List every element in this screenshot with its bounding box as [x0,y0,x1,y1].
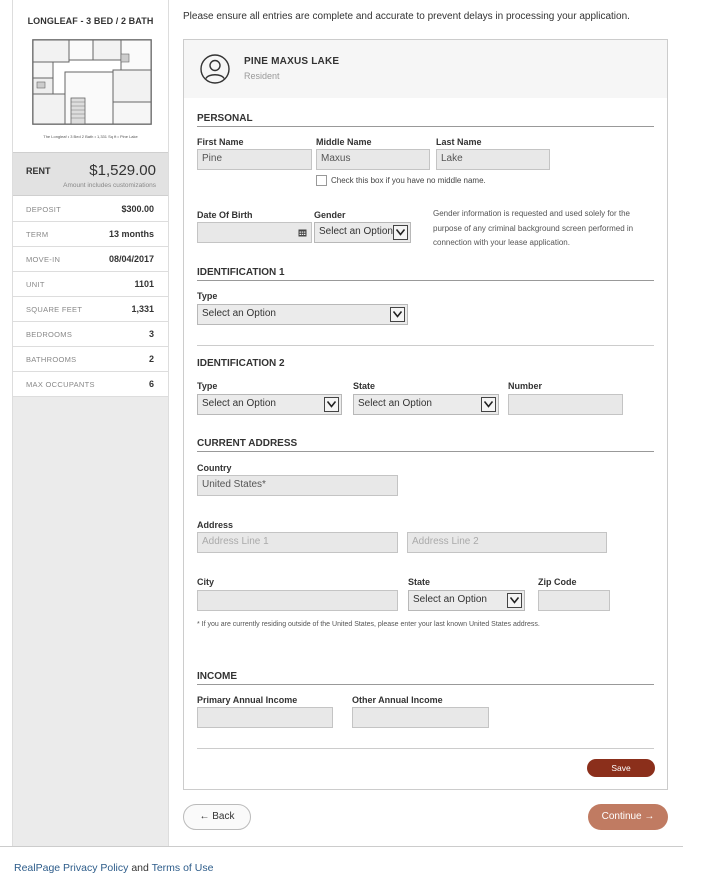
detail-label: TERM [26,230,49,239]
applicant-name: PINE MAXUS LAKE [244,56,340,67]
city-label: City [197,577,215,587]
rent-value: $1,529.00 [89,162,156,179]
last-name-input[interactable]: Lake [436,149,550,170]
rent-note: Amount includes customizations [63,182,156,189]
address-line-2-input[interactable]: Address Line 2 [407,532,607,553]
detail-row-max-occupants [13,372,168,397]
form-divider [197,748,654,749]
id2-number-input[interactable] [508,394,623,415]
section-divider [197,280,654,281]
gender-label: Gender [314,210,346,220]
section-title-identification-1: IDENTIFICATION 1 [197,267,285,278]
id2-state-label: State [353,381,376,391]
no-middle-name-label: Check this box if you have no middle name. [331,176,486,185]
section-title-income: INCOME [197,671,237,682]
first-name-input[interactable]: Pine [197,149,312,170]
id2-type-select[interactable] [197,394,342,415]
detail-row-bedrooms [13,322,168,347]
dob-label: Date Of Birth [197,210,253,220]
detail-value: 1,331 [131,304,154,314]
primary-income-label: Primary Annual Income [197,695,298,705]
id1-type-label: Type [197,291,218,301]
detail-row-unit [13,272,168,297]
unit-summary-sidebar [12,0,169,846]
id1-type-select[interactable] [197,304,408,325]
middle-name-label: Middle Name [316,137,372,147]
chevron-down-icon [507,593,522,608]
gender-select[interactable] [314,222,411,243]
detail-value: $300.00 [121,204,154,214]
section-divider [197,451,654,452]
last-name-label: Last Name [436,137,482,147]
detail-label: DEPOSIT [26,205,62,214]
detail-value: 6 [148,379,154,389]
address-footnote: * If you are currently residing outside of the United States, please enter your last known United States address. [197,621,540,628]
chevron-down-icon [390,307,405,322]
applicant-role: Resident [244,71,280,81]
detail-label: BATHROOMS [26,355,77,364]
rent-summary [13,152,168,196]
address-state-select-value: Select an Option [413,594,487,605]
id2-state-select-value: Select an Option [358,398,432,409]
gender-select-value: Select an Option [319,226,393,237]
detail-label: BEDROOMS [26,330,73,339]
city-input[interactable] [197,590,398,611]
section-title-personal: PERSONAL [197,113,253,124]
detail-value: 08/04/2017 [108,254,154,264]
user-avatar-icon [200,54,230,84]
dob-input[interactable] [197,222,312,243]
chevron-down-icon [393,225,408,240]
section-divider [197,126,654,127]
floor-plan-image [31,34,153,130]
chevron-down-icon [481,397,496,412]
detail-label: MAX OCCUPANTS [26,380,95,389]
detail-value: 1101 [134,279,154,289]
section-title-identification-2: IDENTIFICATION 2 [197,358,285,369]
detail-row-term [13,222,168,247]
other-income-input[interactable] [352,707,489,728]
sidebar-background [13,396,168,846]
detail-label: MOVE-IN [26,255,61,264]
detail-label: SQUARE FEET [26,305,83,314]
chevron-down-icon [324,397,339,412]
zip-code-label: Zip Code [538,577,577,587]
address-state-label: State [408,577,431,587]
other-income-label: Other Annual Income [352,695,443,705]
save-button[interactable]: Save [587,759,655,777]
detail-label: UNIT [26,280,45,289]
country-label: Country [197,463,232,473]
detail-row-move-in [13,247,168,272]
zip-code-input[interactable] [538,590,610,611]
address-line-1-input[interactable]: Address Line 1 [197,532,398,553]
terms-of-use-link[interactable]: Terms of Use [151,862,214,874]
section-divider [197,684,654,685]
applicant-form-card [183,39,668,790]
primary-income-input[interactable] [197,707,333,728]
detail-row-square-feet [13,297,168,322]
detail-row-bathrooms [13,347,168,372]
middle-name-input[interactable]: Maxus [316,149,430,170]
id1-type-select-value: Select an Option [202,308,276,319]
no-middle-name-checkbox[interactable] [316,175,327,186]
back-button[interactable]: ← Back [183,804,251,830]
detail-value: 3 [148,329,154,339]
address-label: Address [197,520,234,530]
floor-plan-title: LONGLEAF - 3 BED / 2 BATH [27,16,154,26]
footer-and-text: and [131,862,149,874]
gender-note: Gender information is requested and used solely for the purpose of any criminal background screen performed in connection with your lease application. [433,209,634,247]
detail-row-deposit [13,197,168,222]
section-title-current-address: CURRENT ADDRESS [197,438,298,449]
footer [14,862,213,874]
id2-type-select-value: Select an Option [202,398,276,409]
floor-plan-caption: The Longleaf • 3 Bed 2 Bath • 1,331 Sq ft • Pine Lake [43,134,138,139]
footer-divider [0,846,683,847]
id2-number-label: Number [508,381,543,391]
country-input[interactable]: United States* [197,475,398,496]
first-name-label: First Name [197,137,244,147]
applicant-header [184,40,667,98]
calendar-icon[interactable] [298,228,307,237]
detail-value: 13 months [108,229,154,239]
section-divider [197,345,654,346]
id2-type-label: Type [197,381,218,391]
rent-label: RENT [26,166,51,176]
instructions-text: Please ensure all entries are complete and accurate to prevent delays in processing your application. [183,11,630,22]
detail-value: 2 [148,354,154,364]
continue-button[interactable]: Continue → [588,804,668,830]
id2-state-select[interactable] [353,394,499,415]
address-state-select[interactable] [408,590,525,611]
privacy-policy-link[interactable]: RealPage Privacy Policy [14,862,129,874]
